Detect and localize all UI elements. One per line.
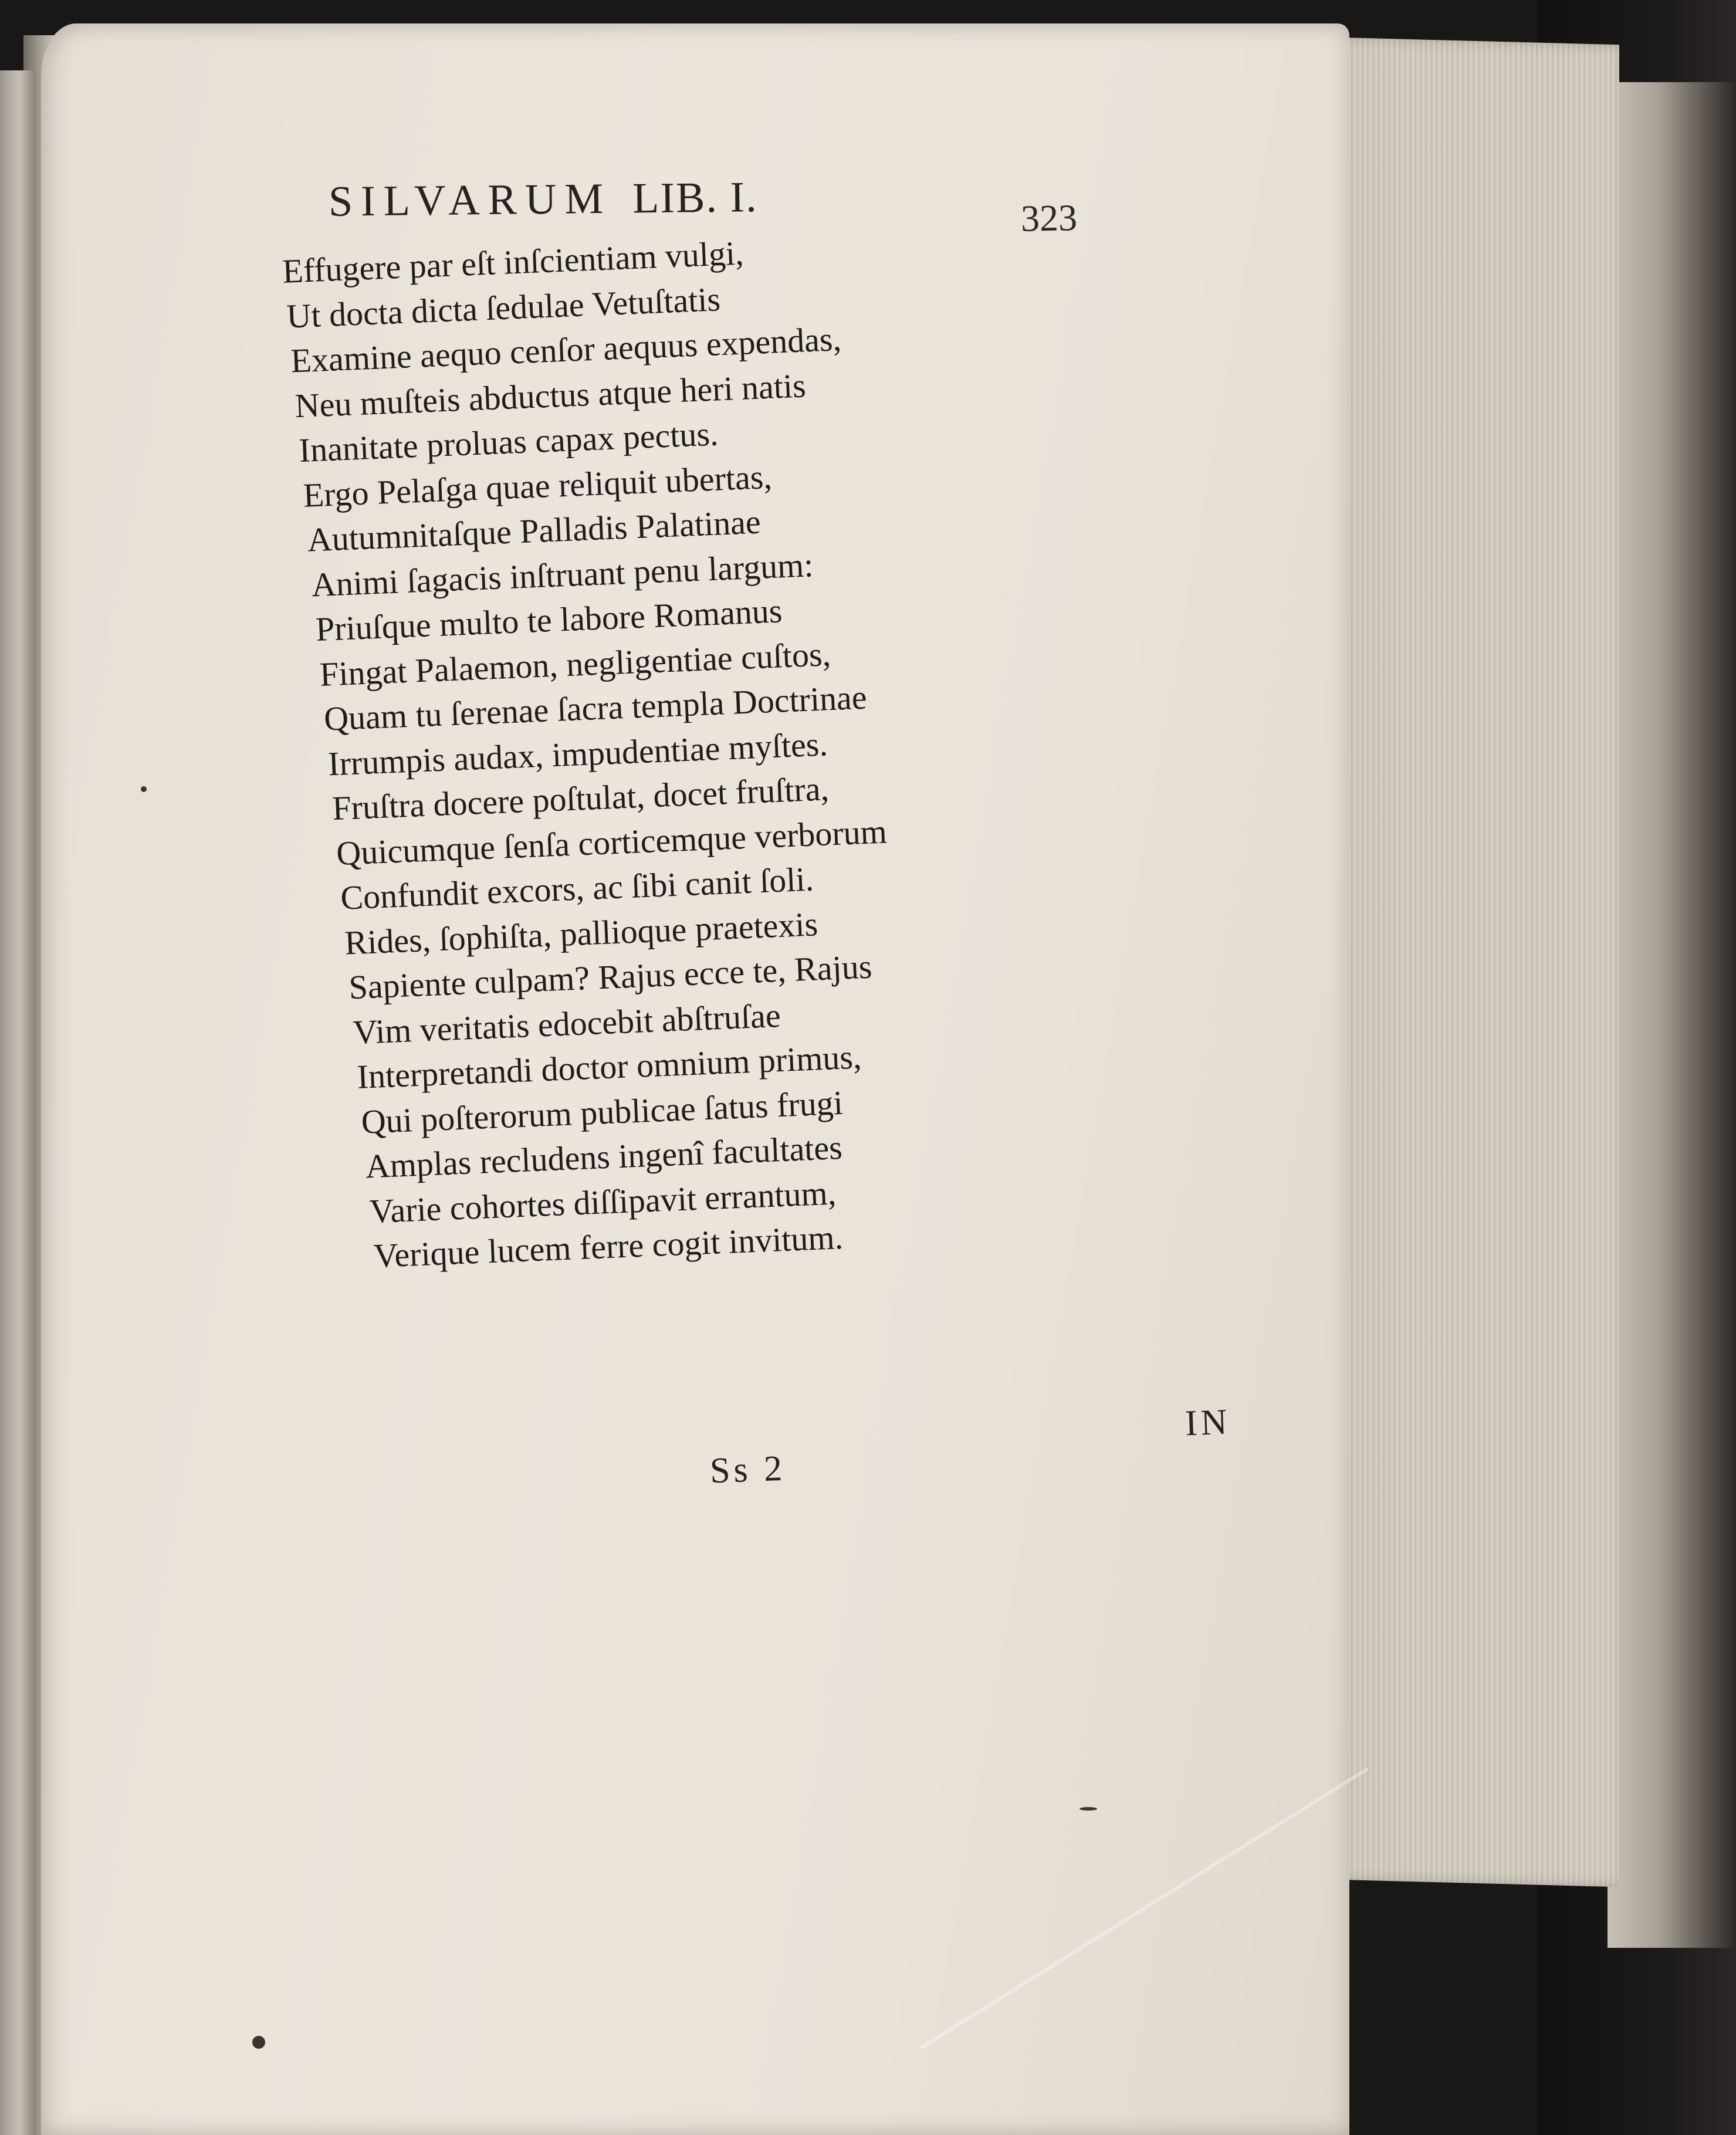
- ink-speck: [252, 2036, 265, 2049]
- running-head: [329, 172, 758, 227]
- verse-line: Interpretandi doctor omnium primus,: [356, 1037, 862, 1096]
- verse-line: Fruſtra docere poſtulat, docet fruſtra,: [331, 769, 830, 828]
- verse-line: Sapiente culpam? Rajus ecce te, Rajus: [348, 947, 873, 1007]
- verse-line: Animi ſagacis inſtruant penu largum:: [310, 545, 814, 604]
- verse-block: [282, 216, 1143, 1281]
- running-head-book: LIB. I.: [632, 173, 758, 223]
- verse-line: Amplas recludens ingenî facultates: [364, 1128, 843, 1186]
- verse-line: Verique lucem ferre cogit invitum.: [373, 1217, 844, 1275]
- verse-line: Ut docta dicta ſedulae Vetuſtatis: [286, 279, 722, 336]
- verse-line: Quam tu ſerenae ſacra templa Doctrinae: [323, 678, 868, 738]
- verse-line: Ergo Pelaſga quae reliquit ubertas,: [302, 457, 773, 515]
- signature-mark: Ss 2: [709, 1448, 787, 1491]
- book-edge-shadow: [1608, 82, 1736, 1948]
- verse-line: Irrumpis audax, impudentiae myſtes.: [327, 724, 828, 783]
- page-number: 323: [1020, 197, 1078, 239]
- verse-line: Neu muſteis abductus atque heri natis: [294, 366, 807, 425]
- verse-line: Quicumque ſenſa corticemque verborum: [336, 811, 888, 872]
- verse-line: Varie cohortes diſſipavit errantum,: [368, 1173, 837, 1230]
- ink-speck: [1079, 1807, 1097, 1811]
- verse-line: Inanitate proluas capax pectus.: [298, 414, 719, 470]
- verse-line: Vim veritatis edocebit abſtruſae: [352, 996, 781, 1051]
- catchword: IN: [1184, 1402, 1231, 1444]
- verse-line: Rides, ſophiſta, pallioque praetexis: [344, 904, 819, 962]
- verse-line: Priuſque multo te labore Romanus: [314, 591, 783, 649]
- running-head-title: SILVARUM: [328, 174, 612, 226]
- verse-line: Examine aequo cenſor aequus expendas,: [290, 319, 842, 380]
- verse-line: Fingat Palaemon, negligentiae cuſtos,: [319, 634, 832, 693]
- verse-line: Confundit excors, ac ſibi canit ſoli.: [340, 860, 815, 917]
- verse-line: Autumnitaſque Palladis Palatinae: [306, 502, 762, 559]
- page-block-edges: [1338, 38, 1619, 1887]
- ink-speck: [141, 786, 147, 792]
- verse-line: Qui poſterorum publicae ſatus frugi: [360, 1083, 844, 1141]
- verse-line: Effugere par eſt inſcientiam vulgi,: [282, 234, 745, 290]
- previous-page-edge: [0, 70, 35, 2135]
